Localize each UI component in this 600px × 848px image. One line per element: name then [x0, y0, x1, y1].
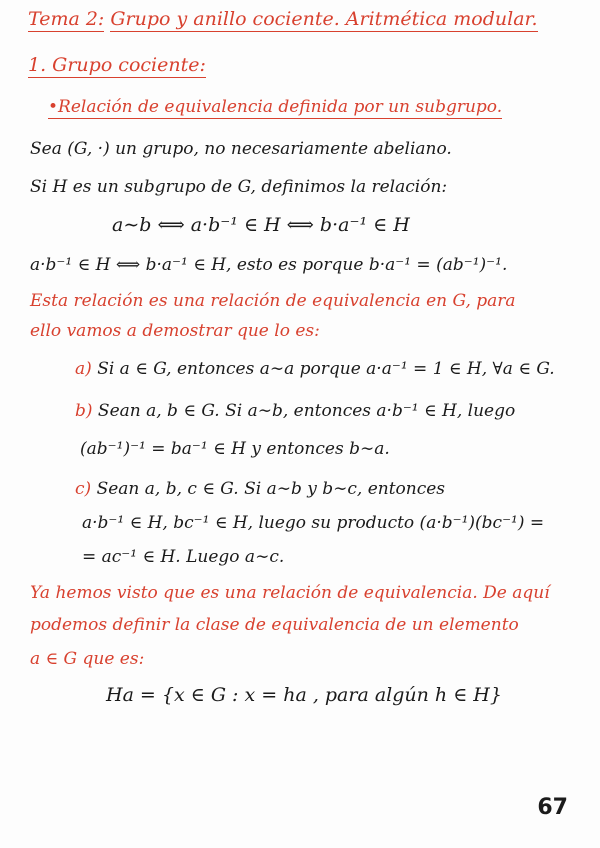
item-c-label: c)	[75, 479, 92, 499]
line-1: Sea (G, ·) un grupo, no necesariamente abeliano.	[30, 139, 452, 159]
line-7: Ya hemos visto que es una relación de equivalencia. De aquí	[30, 583, 550, 603]
equivalence-formula: a∼b ⟺ a·b⁻¹ ∈ H ⟺ b·a⁻¹ ∈ H	[112, 214, 410, 236]
title-prefix: Tema 2:	[28, 8, 105, 30]
line-9: a ∈ G que es:	[30, 649, 145, 669]
item-b-line1	[75, 400, 515, 422]
item-a	[75, 358, 555, 380]
class-definition-formula: Ha = {x ∈ G : x = ha , para algún h ∈ H}	[106, 684, 502, 706]
item-a-text: Si a ∈ G, entonces a∼a porque a·a⁻¹ = 1 ∈ H, ∀a ∈ G.	[97, 359, 555, 379]
line-4: a·b⁻¹ ∈ H ⟺ b·a⁻¹ ∈ H, esto es porque b·a⁻¹ = (ab⁻¹)⁻¹.	[30, 255, 508, 275]
item-c-line2: a·b⁻¹ ∈ H, bc⁻¹ ∈ H, luego su producto (a·b⁻¹)(bc⁻¹) =	[82, 513, 545, 533]
item-a-label: a)	[75, 359, 92, 379]
item-b-line2: (ab⁻¹)⁻¹ = ba⁻¹ ∈ H y entonces b∼a.	[80, 439, 390, 459]
title-text: Grupo y anillo cociente. Aritmética modular.	[110, 8, 538, 30]
section-heading-text: 1. Grupo cociente:	[28, 54, 206, 76]
item-b-text1: Sean a, b ∈ G. Si a∼b, entonces a·b⁻¹ ∈ H, luego	[97, 401, 516, 421]
line-6: ello vamos a demostrar que lo es:	[30, 321, 320, 341]
line-2: Si H es un subgrupo de G, definimos la relación:	[30, 177, 448, 197]
item-b-label: b)	[75, 401, 93, 421]
page-number: 67	[537, 795, 568, 820]
item-c-line3: = ac⁻¹ ∈ H. Luego a∼c.	[82, 547, 285, 567]
line-8: podemos definir la clase de equivalencia de un elemento	[30, 615, 519, 635]
bullet-heading	[48, 96, 502, 118]
line-5: Esta relación es una relación de equivalencia en G, para	[30, 291, 516, 311]
bullet-heading-text: •Relación de equivalencia definida por un subgrupo.	[48, 97, 503, 117]
item-c-line1	[75, 478, 445, 500]
title-line	[28, 8, 538, 30]
section-heading	[28, 54, 206, 76]
item-c-text1: Sean a, b, c ∈ G. Si a∼b y b∼c, entonces	[96, 479, 446, 499]
